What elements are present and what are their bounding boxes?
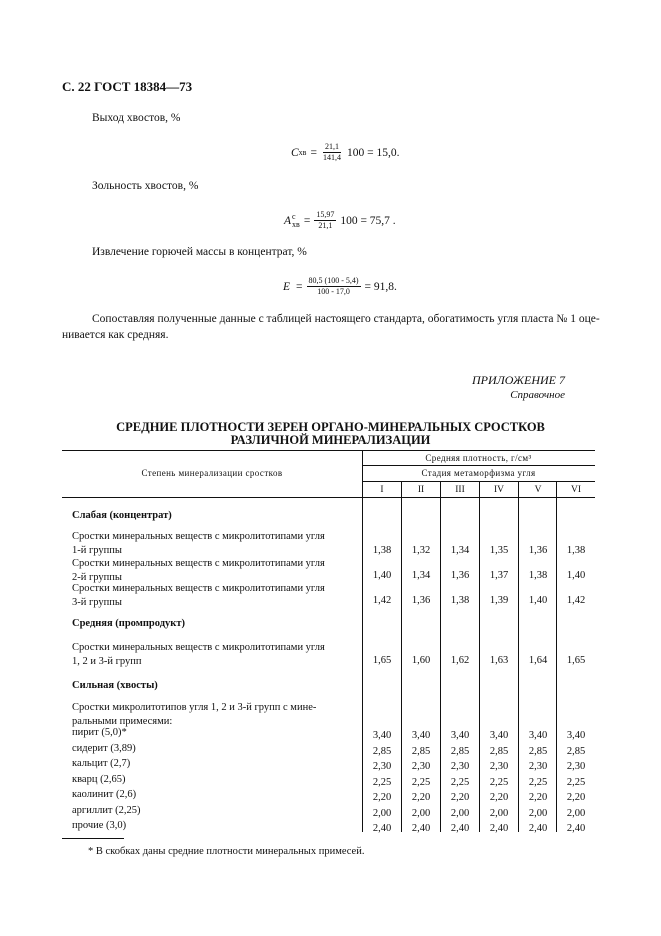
mineral-name: кварц (2,65) — [72, 773, 126, 785]
formula-sup: c — [292, 211, 296, 221]
cell-value: 2,20 — [528, 792, 548, 803]
cell-value: 1,39 — [489, 595, 509, 606]
formula-result: 100 = 15,0. — [346, 146, 400, 159]
cell-value: 2,40 — [528, 823, 548, 834]
cell-value: 1,62 — [450, 655, 470, 666]
cell-value: 2,40 — [489, 823, 509, 834]
ash-label: Зольность хвостов, % — [92, 180, 199, 192]
mineral-name: кальцит (2,7) — [72, 758, 131, 769]
table-title-line-2: РАЗЛИЧНОЙ МИНЕРАЛИЗАЦИИ — [230, 433, 431, 447]
group-medium: Средняя (промпродукт) — [72, 618, 185, 629]
mineral-name: сидерит (3,89) — [72, 742, 136, 754]
formula-var: C — [291, 146, 299, 159]
cell-value: 2,30 — [528, 761, 548, 772]
numerator: 21,1 — [324, 142, 339, 151]
header-divider-1 — [362, 465, 595, 466]
cell-value: 2,20 — [411, 792, 431, 803]
cell-value: 1,34 — [411, 570, 431, 581]
cell-value: 3,40 — [489, 730, 509, 741]
cell-value: 3,40 — [528, 730, 548, 741]
table-top-border — [62, 450, 595, 451]
fraction — [314, 210, 336, 231]
row-label: Сростки минеральных веществ с микролитотипами угля 2-й группы — [72, 558, 325, 583]
row-label: Сростки минеральных веществ с микролитотипами угля 1, 2 и 3-й групп — [72, 642, 325, 667]
col-header-stage: Стадия метаморфизма угля — [421, 468, 536, 478]
formula-yield: C хв = $\frac{21,1}{141,4}$ 100 = 15,0. — [291, 142, 400, 162]
cell-value: 1,63 — [489, 655, 509, 666]
cell-value: 2,00 — [566, 807, 586, 819]
stage-header: VI — [570, 485, 582, 495]
cell-value: 2,20 — [372, 792, 392, 803]
numerator: 15,97 — [316, 210, 335, 219]
denominator: 100 - 17,0 — [317, 287, 350, 296]
cell-value: 2,30 — [372, 761, 392, 772]
numerator: 80,5 (100 - 5,4) — [308, 276, 359, 285]
mineral-name: прочие (3,0) — [72, 820, 127, 831]
cell-value: 3,40 — [411, 730, 431, 741]
stage-header: IV — [493, 485, 505, 495]
fraction — [321, 142, 343, 163]
formula-sub: хв — [298, 148, 307, 157]
cell-value: 2,25 — [450, 776, 470, 788]
footnote: * В скобках даны средние плотности минеральных примесей. — [88, 846, 365, 857]
table-title-line-1: СРЕДНИЕ ПЛОТНОСТИ ЗЕРЕН ОРГАНО-МИНЕРАЛЬНЫХ СРОСТКОВ — [116, 420, 545, 434]
cell-value: 2,25 — [566, 776, 586, 788]
cell-value: 2,00 — [372, 807, 392, 819]
cell-value: 2,85 — [566, 745, 586, 757]
cell-value: 2,40 — [372, 823, 392, 834]
col-header-degree: Степень минерализации сростков — [141, 468, 283, 478]
cell-value: 1,32 — [411, 545, 431, 556]
stage-header: I — [380, 485, 384, 495]
cell-value: 2,00 — [528, 807, 548, 819]
cell-value: 2,20 — [450, 792, 470, 803]
stage-header: II — [417, 485, 425, 495]
cell-value: 1,65 — [372, 655, 392, 666]
cell-value: 1,40 — [528, 595, 548, 606]
cell-value: 1,42 — [566, 595, 586, 606]
appendix-label: ПРИЛОЖЕНИЕ 7 — [472, 373, 565, 387]
cell-value: 2,00 — [411, 807, 431, 819]
group-strong: Сильная (хвосты) — [72, 680, 158, 691]
cell-value: 3,40 — [372, 730, 392, 741]
cell-value: 2,85 — [372, 745, 392, 757]
cell-value: 2,85 — [411, 745, 431, 757]
page-header: С. 22 ГОСТ 18384—73 — [62, 79, 193, 94]
formula-sub: хв — [292, 219, 300, 229]
header-bottom-border — [62, 497, 595, 498]
cell-value: 2,30 — [489, 761, 509, 772]
col-divider — [362, 450, 363, 832]
appendix-type: Справочное — [510, 389, 565, 401]
cell-value: 1,38 — [372, 545, 392, 556]
cell-value: 2,20 — [566, 792, 586, 803]
footnote-rule — [62, 838, 124, 839]
cell-value: 2,85 — [489, 745, 509, 757]
cell-value: 3,40 — [566, 730, 586, 741]
group-weak: Слабая (концентрат) — [72, 510, 172, 521]
cell-value: 2,40 — [450, 823, 470, 834]
row-label: Сростки микролитотипов угля 1, 2 и 3-й групп с мине- ральными примесями: — [72, 702, 317, 727]
cell-value: 1,38 — [450, 595, 470, 606]
denominator: 141,4 — [322, 153, 341, 162]
formula-var: E — [283, 280, 291, 293]
fraction — [307, 276, 361, 297]
cell-value: 2,30 — [450, 761, 470, 772]
formula-result: 100 = 75,7 . — [340, 214, 396, 227]
cell-value: 1,38 — [566, 545, 586, 556]
stage-header: III — [455, 485, 465, 495]
cell-value: 2,20 — [489, 792, 509, 803]
cell-value: 2,25 — [528, 776, 548, 788]
cell-value: 2,25 — [489, 776, 509, 788]
cell-value: 1,34 — [450, 545, 470, 556]
cell-value: 2,40 — [566, 823, 586, 834]
extraction-label: Извлечение горючей массы в концентрат, % — [92, 246, 307, 258]
formula-var: A — [284, 214, 292, 227]
cell-value: 2,85 — [528, 745, 548, 757]
cell-value: 1,65 — [566, 655, 586, 666]
cell-value: 1,36 — [411, 595, 431, 606]
yield-label: Выход хвостов, % — [92, 112, 181, 124]
cell-value: 1,36 — [528, 545, 548, 556]
cell-value: 1,35 — [489, 545, 509, 556]
stage-header: V — [534, 485, 542, 495]
cell-value: 1,64 — [528, 655, 548, 666]
row-label: Сростки минеральных веществ с микролитотипами угля 3-й группы — [72, 583, 325, 608]
cell-value: 2,30 — [411, 761, 431, 772]
cell-value: 1,60 — [411, 655, 431, 666]
formula-extraction: E = $\frac{80,5 (100 - 5,4)}{100 - 17,0}$ = 91,8. — [283, 276, 397, 296]
cell-value: 1,37 — [489, 570, 509, 581]
row-label: Сростки минеральных веществ с микролитотипами угля 1-й группы — [72, 531, 325, 556]
conclusion-line-1: Сопоставляя полученные данные с таблицей настоящего стандарта, обогатимость угля пласта № 1 оце- — [92, 313, 600, 325]
mineral-name: пирит (5,0)* — [72, 727, 127, 738]
mineral-name: каолинит (2,6) — [72, 789, 137, 800]
cell-value: 1,40 — [372, 570, 392, 581]
cell-value: 2,40 — [411, 823, 431, 834]
cell-value: 3,40 — [450, 730, 470, 741]
cell-value: 2,30 — [566, 761, 586, 772]
cell-value: 1,36 — [450, 570, 470, 581]
cell-value: 2,25 — [372, 776, 392, 788]
formula-ash: A c хв = $\frac{15,97}{21,1}$ 100 = 75,7 . — [284, 210, 396, 230]
formula-result: = 91,8. — [364, 280, 397, 293]
conclusion-line-2: нивается как средняя. — [62, 329, 169, 341]
col-header-density: Средняя плотность, г/см³ — [425, 453, 532, 463]
cell-value: 1,40 — [566, 570, 586, 581]
denominator: 21,1 — [318, 221, 333, 230]
cell-value: 2,00 — [489, 807, 509, 819]
cell-value: 1,42 — [372, 595, 392, 606]
cell-value: 2,25 — [411, 776, 431, 788]
mineral-name: аргиллит (2,25) — [72, 804, 141, 816]
cell-value: 2,85 — [450, 745, 470, 757]
cell-value: 2,00 — [450, 807, 470, 819]
cell-value: 1,38 — [528, 570, 548, 581]
